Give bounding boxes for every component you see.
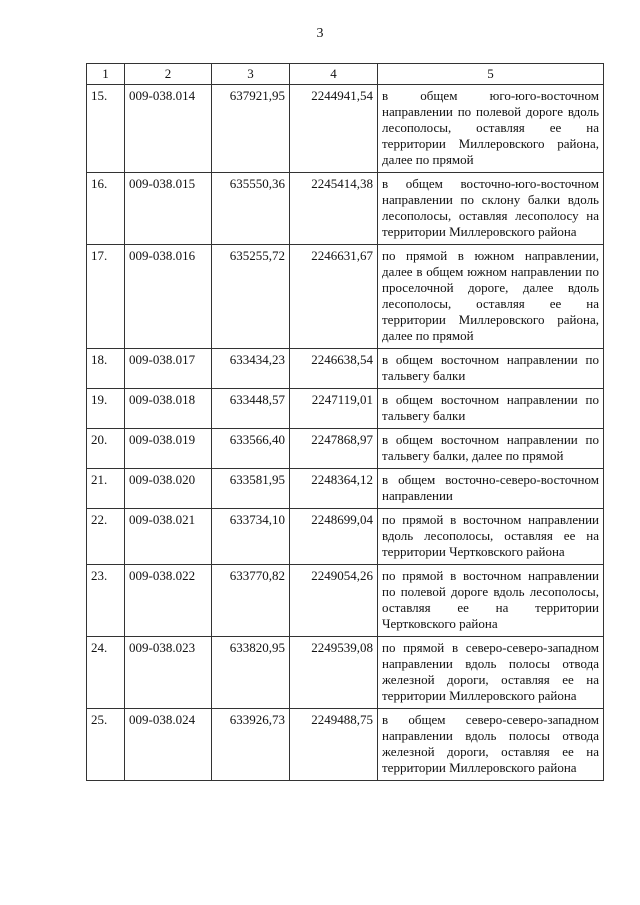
row-number: 22. <box>87 509 125 565</box>
coordinate-y: 2247868,97 <box>290 429 378 469</box>
table-row <box>87 509 604 565</box>
coordinate-x: 635255,72 <box>212 245 290 349</box>
coordinate-x: 637921,95 <box>212 85 290 173</box>
coordinate-y: 2249054,26 <box>290 565 378 637</box>
row-number: 16. <box>87 173 125 245</box>
table-row <box>87 565 604 637</box>
coordinate-x: 633926,73 <box>212 709 290 781</box>
boundary-description: в общем северо-северо-западном направлении вдоль полосы отвода железной дороги, оставляя ее на территории Миллеровского района <box>378 709 604 781</box>
coordinate-x: 635550,36 <box>212 173 290 245</box>
table-header-row <box>87 64 604 85</box>
coordinate-x: 633434,23 <box>212 349 290 389</box>
table-row <box>87 637 604 709</box>
column-header: 4 <box>290 64 378 85</box>
coordinate-y: 2247119,01 <box>290 389 378 429</box>
boundary-description: в общем восточно-северо-восточном направлении <box>378 469 604 509</box>
table-row <box>87 429 604 469</box>
coordinate-x: 633581,95 <box>212 469 290 509</box>
row-number: 23. <box>87 565 125 637</box>
coordinate-y: 2248364,12 <box>290 469 378 509</box>
boundary-description: в общем восточном направлении по тальвегу балки <box>378 349 604 389</box>
coordinate-x: 633820,95 <box>212 637 290 709</box>
row-number: 24. <box>87 637 125 709</box>
table-row <box>87 173 604 245</box>
point-code: 009-038.016 <box>125 245 212 349</box>
table-row <box>87 85 604 173</box>
boundary-points-table <box>86 63 604 781</box>
coordinate-y: 2244941,54 <box>290 85 378 173</box>
coordinate-y: 2246638,54 <box>290 349 378 389</box>
column-header: 2 <box>125 64 212 85</box>
point-code: 009-038.015 <box>125 173 212 245</box>
row-number: 19. <box>87 389 125 429</box>
point-code: 009-038.021 <box>125 509 212 565</box>
column-header: 3 <box>212 64 290 85</box>
row-number: 15. <box>87 85 125 173</box>
point-code: 009-038.019 <box>125 429 212 469</box>
page-number: 3 <box>316 26 324 41</box>
coordinate-x: 633734,10 <box>212 509 290 565</box>
row-number: 17. <box>87 245 125 349</box>
point-code: 009-038.014 <box>125 85 212 173</box>
point-code: 009-038.022 <box>125 565 212 637</box>
point-code: 009-038.023 <box>125 637 212 709</box>
row-number: 21. <box>87 469 125 509</box>
point-code: 009-038.017 <box>125 349 212 389</box>
row-number: 18. <box>87 349 125 389</box>
boundary-description: в общем восточном направлении по тальвегу балки <box>378 389 604 429</box>
point-code: 009-038.024 <box>125 709 212 781</box>
table-row <box>87 709 604 781</box>
boundary-description: в общем юго-юго-восточном направлении по полевой дороге вдоль лесополосы, оставляя ее на территории Миллеровского района, далее по прямой <box>378 85 604 173</box>
coordinate-y: 2248699,04 <box>290 509 378 565</box>
table-row <box>87 389 604 429</box>
row-number: 25. <box>87 709 125 781</box>
boundary-description: по прямой в восточном направлении вдоль лесополосы, оставляя ее на территории Чертковского района <box>378 509 604 565</box>
boundary-description: по прямой в южном направлении, далее в общем южном направлении по проселочной дороге, далее вдоль лесополосы, оставляя ее на территории Миллеровского района, далее по прямой <box>378 245 604 349</box>
table-row <box>87 469 604 509</box>
boundary-description: в общем восточном направлении по тальвегу балки, далее по прямой <box>378 429 604 469</box>
boundary-description: в общем восточно-юго-восточном направлении по склону балки вдоль лесополосы, оставляя лесополосу на территории Миллеровского района <box>378 173 604 245</box>
coordinate-y: 2249488,75 <box>290 709 378 781</box>
coordinate-x: 633566,40 <box>212 429 290 469</box>
point-code: 009-038.020 <box>125 469 212 509</box>
coordinate-y: 2249539,08 <box>290 637 378 709</box>
coordinate-x: 633448,57 <box>212 389 290 429</box>
coordinate-x: 633770,82 <box>212 565 290 637</box>
table-row <box>87 349 604 389</box>
row-number: 20. <box>87 429 125 469</box>
coordinate-y: 2246631,67 <box>290 245 378 349</box>
boundary-description: по прямой в северо-северо-западном направлении вдоль полосы отвода железной дороги, оставляя ее на территории Миллеровского района <box>378 637 604 709</box>
point-code: 009-038.018 <box>125 389 212 429</box>
column-header: 5 <box>378 64 604 85</box>
coordinate-y: 2245414,38 <box>290 173 378 245</box>
column-header: 1 <box>87 64 125 85</box>
table-row <box>87 245 604 349</box>
boundary-description: по прямой в восточном направлении по полевой дороге вдоль лесополосы, оставляя ее на территории Чертковского района <box>378 565 604 637</box>
